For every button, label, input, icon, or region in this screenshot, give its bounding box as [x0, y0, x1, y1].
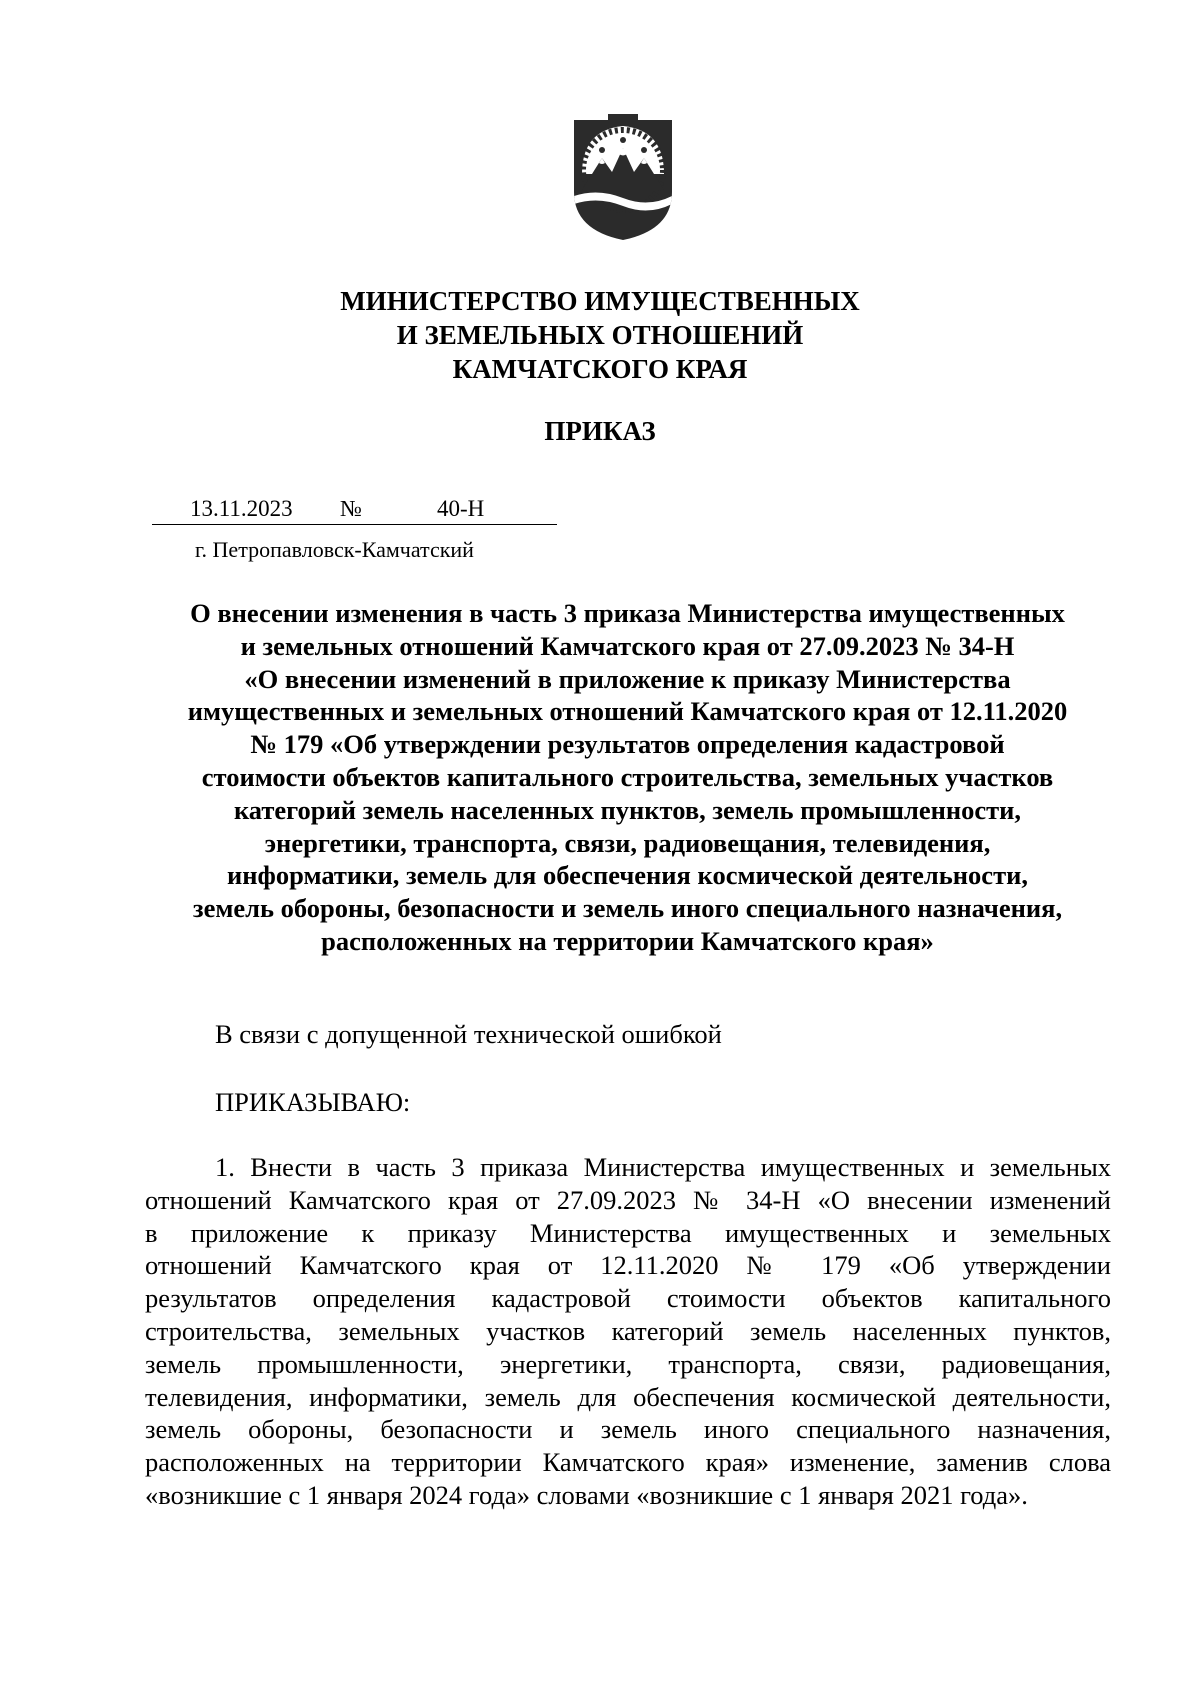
clause-line: в приложение к приказу Министерства имущественных и земельных [145, 1217, 1111, 1248]
clause-line: 1. Внести в часть 3 приказа Министерства имущественных и земельных [215, 1152, 1111, 1182]
subject-line: стоимости объектов капитального строительства, земельных участков [201, 761, 1054, 792]
order-date: 13.11.2023 [190, 496, 293, 521]
order-subject [145, 597, 1110, 958]
order-clause-1 [145, 1151, 1111, 1512]
clause-line: «возникшие с 1 января 2024 года» словами «возникшие с 1 января 2021 года». [145, 1479, 1028, 1510]
subject-line: «О внесении изменений в приложение к приказу Министерства [244, 663, 1011, 694]
subject-line: энергетики, транспорта, связи, радиовещания, телевидения, [264, 827, 991, 858]
order-meta [152, 496, 557, 526]
subject-line: информатики, земель для обеспечения космической деятельности, [227, 860, 1028, 891]
clause-line: земель промышленности, энергетики, транспорта, связи, радиовещания, [145, 1348, 1111, 1379]
clause-line: телевидения, информатики, земель для обеспечения космической деятельности, [145, 1381, 1111, 1412]
order-meta-underline [152, 524, 557, 525]
clause-line: отношений Камчатского края от 12.11.2020 № 179 «Об утверждении [145, 1250, 1111, 1281]
clause-line: расположенных на территории Камчатского края» изменение, заменив слова [145, 1447, 1111, 1478]
order-basis: В связи с допущенной технической ошибкой [215, 1019, 722, 1049]
subject-line: категорий земель населенных пунктов, земель промышленности, [233, 794, 1022, 825]
order-number-sign: № [340, 496, 362, 521]
subject-line: О внесении изменения в часть 3 приказа Министерства имущественных [190, 598, 1065, 628]
clause-line: результатов определения кадастровой стоимости объектов капитального [145, 1283, 1111, 1314]
subject-line: и земельных отношений Камчатского края от 27.09.2023 № 34-Н [240, 630, 1015, 661]
subject-line: земель обороны, безопасности и земель иного специального назначения, [192, 893, 1063, 924]
subject-line: расположенных на территории Камчатского края» [321, 925, 934, 956]
coat-of-arms-icon [568, 112, 678, 242]
document-type: ПРИКАЗ [544, 416, 656, 446]
subject-line: № 179 «Об утверждении результатов определения кадастровой [250, 729, 1005, 760]
clause-line: строительства, земельных участков категорий земель населенных пунктов, [145, 1315, 1111, 1346]
subject-line: имущественных и земельных отношений Камчатского края от 12.11.2020 [187, 696, 1068, 727]
clause-line: отношений Камчатского края от 27.09.2023 № 34-Н «О внесении изменений [145, 1184, 1111, 1215]
ministry-name-line: И ЗЕМЕЛЬНЫХ ОТНОШЕНИЙ [396, 320, 804, 350]
ministry-name [0, 284, 1200, 386]
clause-line: земель обороны, безопасности и земель иного специального назначения, [145, 1414, 1111, 1445]
order-city: г. Петропавловск-Камчатский [195, 537, 474, 562]
order-number: 40-Н [437, 496, 485, 521]
ministry-name-line: МИНИСТЕРСТВО ИМУЩЕСТВЕННЫХ [340, 286, 860, 316]
order-directive-word: ПРИКАЗЫВАЮ: [215, 1087, 411, 1117]
ministry-name-line: КАМЧАТСКОГО КРАЯ [452, 354, 748, 384]
